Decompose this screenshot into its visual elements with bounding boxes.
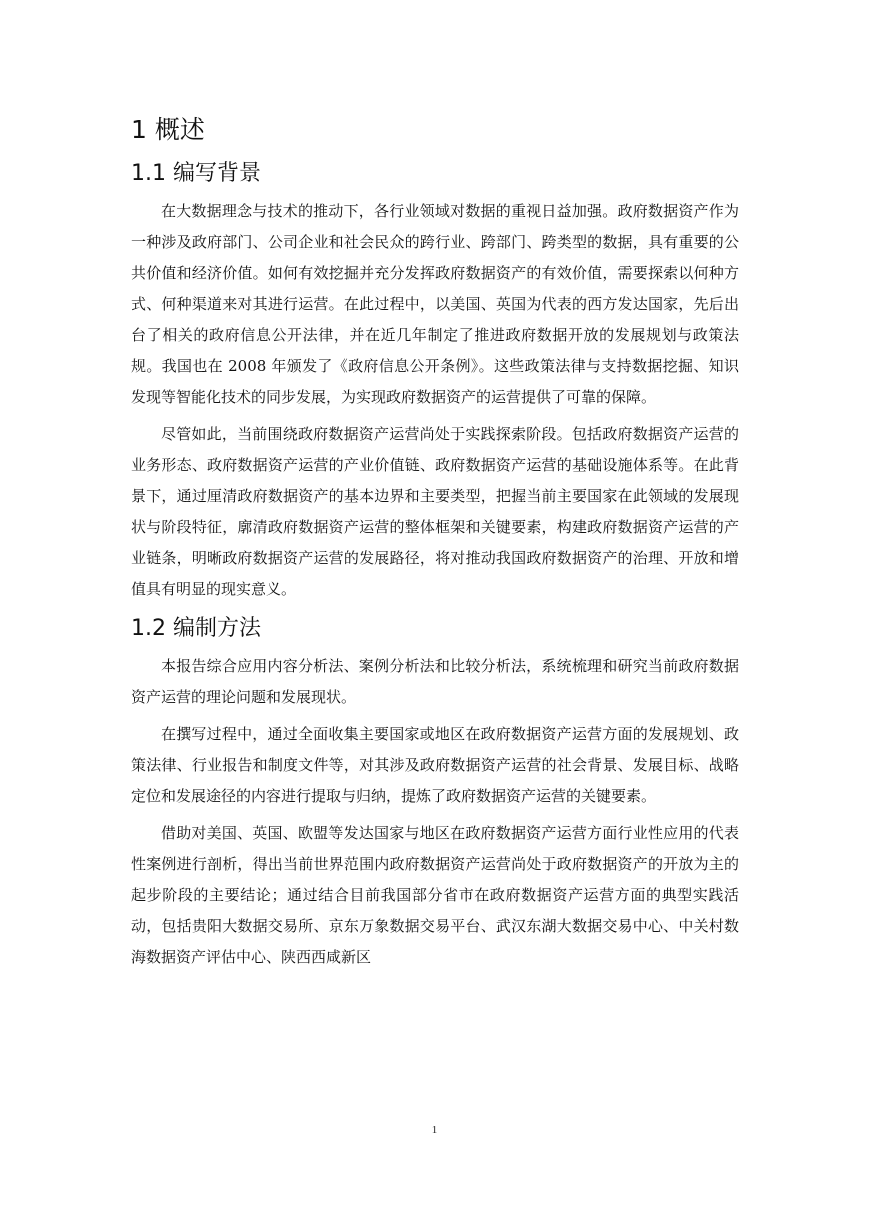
page-content xyxy=(131,112,739,979)
chapter-title: 1 概述 xyxy=(131,115,205,144)
paragraph: 尽管如此，当前围绕政府数据资产运营尚处于实践探索阶段。包括政府数据资产运营的业务形态、政府数据资产运营的产业价值链、政府数据资产运营的基础设施体系等。在此背景下，通过厘清政府数据资产的基本边界和主要类型，把握当前主要国家在此领域的发展现状与阶段特征，廓清政府数据资产运营的整体框架和关键要素，构建政府数据资产运营的产业链条，明晰政府数据资产运营的发展路径，将对推动我国政府数据资产的治理、开放和增值具有明显的现实意义。 xyxy=(131,425,739,598)
paragraph: 本报告综合应用内容分析法、案例分析法和比较分析法，系统梳理和研究当前政府数据资产运营的理论问题和发展现状。 xyxy=(131,657,739,706)
page-number: 1 xyxy=(431,1124,438,1136)
paragraph: 在大数据理念与技术的推动下，各行业领域对数据的重视日益加强。政府数据资产作为一种涉及政府部门、公司企业和社会民众的跨行业、跨部门、跨类型的数据，具有重要的公共价值和经济价值。如何有效挖掘并充分发挥政府数据资产的有效价值，需要探索以何种方式、何种渠道来对其进行运营。在此过程中，以美国、英国为代表的西方发达国家，先后出台了相关的政府信息公开法律，并在近几年制定了推进政府数据开放的发展规划与政策法规。我国也在 2008 年颁发了《政府信息公开条例》。这些政策法律与支持数据挖掘、知识发现等智能化技术的同步发展，为实现政府数据资产的运营提供了可靠的保障。 xyxy=(131,202,739,406)
section-method xyxy=(131,611,739,973)
paragraph: 借助对美国、英国、欧盟等发达国家与地区在政府数据资产运营方面行业性应用的代表性案例进行剖析，得出当前世界范围内政府数据资产运营尚处于政府数据资产的开放为主的起步阶段的主要结论；通过结合目前我国部分省市在政府数据资产运营方面的典型实践活动，包括贵阳大数据交易所、京东万象数据交易平台、武汉东湖大数据交易中心、中关村数海数据资产评估中心、陕西西咸新区 xyxy=(131,824,739,966)
section-background xyxy=(131,156,739,605)
paragraph: 在撰写过程中，通过全面收集主要国家或地区在政府数据资产运营方面的发展规划、政策法律、行业报告和制度文件等，对其涉及政府数据资产运营的社会背景、发展目标、战略定位和发展途径的内容进行提取与归纳，提炼了政府数据资产运营的关键要素。 xyxy=(131,725,739,805)
section-heading: 1.1 编写背景 xyxy=(131,161,261,186)
section-heading: 1.2 编制方法 xyxy=(131,616,261,641)
